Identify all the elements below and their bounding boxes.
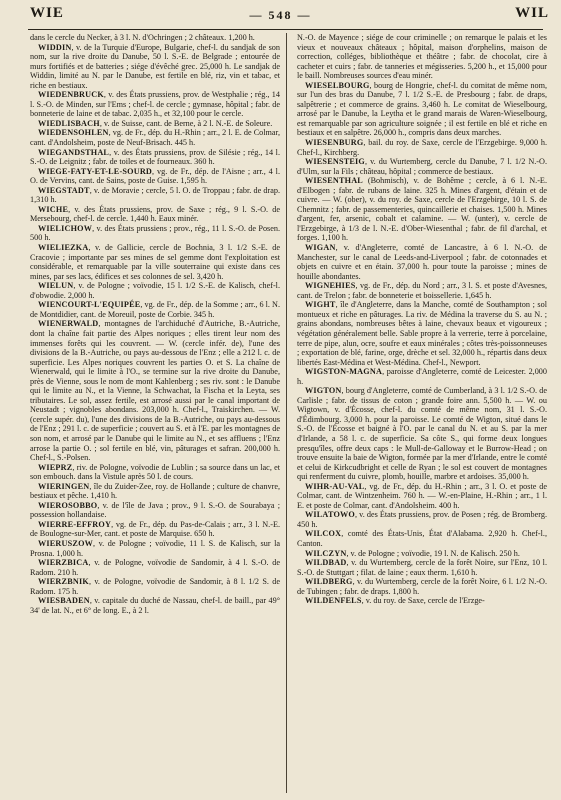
dictionary-entry — [297, 33, 547, 81]
entry-headword: WIEDENSOHLEN — [38, 128, 109, 138]
dictionary-entry — [297, 176, 547, 243]
entry-headword: WIEDENBRUCK — [38, 90, 104, 100]
entry-text: , v. des États prussiens, prov. de Westphalie ; rég., 14 l. S.-O. de Minden, sur l'Ems ; chef-l. de cercle ; gymnase, hôpital ; fabr. de bonneterie de laine et de tabac. 2,035 h., et 32,100 pour le cercle. — [30, 90, 280, 119]
entry-headword: WIELIEZKA — [38, 243, 89, 253]
dictionary-entry — [30, 224, 280, 243]
entry-text: , v. du Wurtemberg, cercle du Danube, 7 l. 1/2 N.-O. d'Ulm, sur la Fils ; château, hôpital ; commerce de bestiaux. — [297, 157, 547, 176]
entry-headword: WIGTON — [305, 386, 342, 396]
entry-headword: WILDENFELS — [305, 596, 362, 606]
entry-headword: WIHR-AU-VAL — [305, 481, 365, 491]
entry-headword: WIESENTHAL — [305, 176, 363, 186]
entry-headword: WILATOWO — [305, 510, 355, 520]
entry-text: , bourg d'Angleterre, comté de Cumberland, à 3 l. 1/2 S.-O. de Carlisle ; fabr. de tissus de coton ; grande foire ann. 5,500 h. — W. ou Wigtown, v. d'Écosse, chef-l. du comté de même nom, 31 l. S.-O. d'Édimbourg. 3,000 h. pour la paroisse. Le comté de Wigton, situé dans le S.-O. de l'Écosse et baigné à l'O. par le canal du N. et au S. par la mer d'Irlande, a 58 l. c. de superficie. Sa côte S., qui forme deux longues presqu'îles, offre deux caps : le Mull-de-Galloway et le Burrow-Head ; on trouve ensuite la baie de Wigton, formée par la mer d'Irlande, entre le comté et celui de Kirkcudbright et celle de Ryan ; le sol est couvert de montagnes qui renferment du cuivre, plomb, houille, marbre et ardoises. 35,000 h. — [297, 386, 547, 482]
dictionary-entry — [30, 167, 280, 186]
entry-text: , paroisse d'Angleterre, comté de Leicester. 2,000 h. — [297, 367, 547, 386]
dictionary-entry — [297, 386, 547, 481]
dictionary-entry — [297, 157, 547, 176]
entry-headword: WIESENBURG — [305, 138, 364, 148]
entry-text: , île d'Angleterre, dans la Manche, comté de Southampton ; sol montueux et riche en pâturages. La riv. de Médina la traverse du S. au N. ; grains abondans, nombreuses bêtes à laine, chevaux beaux et vigoureux ; végétation généralement belle. Sable propre à la verrerie, terre à porcelaine, terre de pipe, alun, ocre, soufre et eaux minérales ; côtes très-poissonneuses ; exportation de blé, farine, orge, drèche et sel. 32,000 h., répartis dans deux libertés East-Médina et West-Médina. Chef-l., Newport. — [297, 300, 547, 367]
entry-headword: WIESELBOURG — [305, 80, 370, 90]
entry-text: , v. du Wurtemberg, cercle de la forêt Noire, 6 l. 1/2 N.-O. de Tubingen ; fabr. de draps. 1,800 h. — [297, 577, 547, 596]
dictionary-entry — [30, 119, 280, 129]
entry-headword: WIEDLISBACH — [38, 118, 100, 128]
entry-text: , vg. de Fr., dép. du H.-Rhin ; arr., 3 l. O. et poste de Colmar, cant. de Wintzenheim. 760 h. — W.-en-Plaine, H.-Rhin ; arr., 1 l. E. et poste de Colmar, cant. d'Andolsheim. 400 h. — [297, 481, 547, 510]
entry-text: dans le cercle du Necker, à 3 l. N. d'Ochringen ; 2 châteaux. 1,200 h. — [30, 33, 255, 42]
entry-text: , v. des États prussiens ; prov., rég., 11 l. S.-O. de Posen. 500 h. — [30, 223, 280, 243]
entry-headword: WIEGANDSTHAL — [38, 147, 110, 157]
entry-headword: WIENERWALD — [38, 319, 99, 329]
dictionary-entry — [30, 463, 280, 482]
entry-headword: WIERZBICA — [38, 558, 89, 568]
dictionary-entry — [30, 281, 280, 300]
entry-text: , v. du Wurtemberg, cercle de la forêt Noire, sur l'Enz, 10 l. S.-O. de Stuttgart ; filat. de laine ; eaux therm. 1,610 h. — [297, 558, 547, 577]
entry-text: , v. de Moravie ; cercle, 5 l. O. de Troppau ; fabr. de drap. 1,310 h. — [30, 185, 280, 205]
entry-headword: WIERUSZOW — [38, 538, 94, 548]
entry-headword: WIGSTON-MAGNA — [305, 367, 383, 377]
left-column — [30, 33, 280, 793]
dictionary-entry — [30, 520, 280, 539]
dictionary-entry — [30, 596, 280, 615]
entry-text: , vg. de Fr., dép. du H.-Rhin ; arr., 2 l. E. de Colmar, cant. d'Andolsheim, poste de Neuf-Brisach. 445 h. — [30, 128, 280, 148]
entry-text: , v. de Pologne ; voïvodie, 11 l. S. de Kalisch, sur la Prosna. 1,000 h. — [30, 538, 280, 558]
entry-text: , v. des États prussiens, prov. de Saxe ; rég., 9 l. S.-O. de Mersebourg, chef-l. de cercle. 1,440 h. Eaux minér. — [30, 204, 280, 224]
entry-text: , vg. de Fr., dép. du Nord ; arr., 3 l. S. et poste d'Avesnes, cant. de Trelon ; fabr. de bonneterie et boissellerie. 1,645 h. — [297, 281, 547, 300]
entry-headword: WIEGE-FATY-ET-LE-SOURD — [38, 166, 153, 176]
entry-headword: WICHE — [38, 204, 69, 214]
entry-headword: WIGAN — [305, 243, 336, 253]
dictionary-entry — [30, 148, 280, 167]
header-left-guide-word: WIE — [30, 5, 64, 21]
entry-headword: WIGHT — [305, 300, 336, 310]
entry-text: , v. de Pologne ; voïvodie, 19 l. N. de Kalisch. 250 h. — [346, 548, 520, 558]
entry-headword: WIGNEHIES — [305, 281, 356, 291]
entry-headword: WIERZBNIK — [38, 577, 89, 587]
dictionary-entry — [30, 319, 280, 462]
entry-headword: WIELICHOW — [38, 223, 93, 233]
entry-text: , v. du roy. de Saxe, cercle de l'Erzge- — [361, 596, 485, 606]
entry-text: (Bohmisch), v. de Bohême ; cercle, à 6 l. N.-E. d'Elbogen ; fabr. de rubans de laine. 325 h. Mines d'argent, d'étain et de cuivre. — W. (ober), v. du roy. de Saxe, cercle de l'Erzgebirge, 10 l. S. de Chemnitz ; fabr. de passementeries, quincaillerie et chaises. 1,500 h. Mines d'argent, fer, arsenic, cobalt et calamine. — W. (unter), v. cercle de l'Erzgebirge, à 1/3 de l. N.-E. d'Ober-Wiesenthal ; fabr. de fil d'archal, et forges. 1,100 h. — [297, 176, 547, 243]
entry-text: , v. des États prussiens, prov. de Silésie ; rég., 14 l. S.-O. de Leignitz ; fabr. de toiles et de fourneaux. 360 h. — [30, 147, 280, 167]
entry-text: , v. capitale du duché de Nassau, chef-l. de baill., par 49° 34' de lat. N., et 6° de long. E., à 2 l. — [30, 596, 280, 615]
entry-text: , v. de la Turquie d'Europe, Bulgarie, chef-l. du sandjak de son nom, sur la rive droite du Danube, 50 l. S.-E. de Belgrade ; entourée de murs fortifiés et de batteries ; siége d'évêché grec. 25,000 h. Le sandjak de Widdin, limité au N. par le Danube, est fertile en blé, riz, vin et tabac, et riche en bestiaux. — [30, 42, 280, 90]
dictionary-entry — [297, 558, 547, 577]
entry-text: , bourg de Hongrie, chef-l. du comitat de même nom, sur l'un des bras du Danube, 7 l. 1/2 S.-E. de Presbourg ; fabr. de draps, salpêtrerie ; et commerce de grains. 3,460 h. Le comitat de Wieselbourg, arrosé par le Danube, la Leytha et le grand marais de Waren-Wieselbourg, est remarquable par son agriculture soignée ; il est fertile en blé et riche en bestiaux et en salpêtre. 26,000 h., compris dans deux marches. — [297, 80, 547, 138]
dictionary-entry — [297, 243, 547, 281]
entry-headword: WIERRE-EFFROY — [38, 519, 112, 529]
right-column — [297, 33, 547, 793]
entry-text: , riv. de Pologne, voïvodie de Lublin ; sa source dans un lac, et son embouch. dans la Vistule après 50 l. de cours. — [30, 462, 280, 482]
dictionary-entry — [30, 33, 280, 43]
dictionary-entry — [297, 482, 547, 511]
entry-text: , comté des États-Unis, État d'Alabama. 2,920 h. Chef-l., Canton. — [297, 529, 547, 548]
entry-text: , vg. de Fr., dép. de l'Aisne ; arr., 4 l. O. de Vervins, cant. de Sains, poste de Guise. 1,595 h. — [30, 166, 280, 186]
entry-headword: WIESBADEN — [38, 596, 90, 606]
entry-text: , vg. de Fr., dép. de la Somme ; arr., 6 l. N. de Montdidier, cant. de Moreuil, poste de Corbie. 345 h. — [30, 300, 280, 319]
entry-text: , v. de l'île de Java ; prov., 9 l. S.-O. de Sourabaya ; possession hollandaise. — [30, 500, 280, 520]
dictionary-entry — [30, 501, 280, 520]
page-number: — 548 — — [249, 8, 312, 22]
entry-text: , v. de Pologne, voïvodie de Sandomir, à 4 l. S.-O. de Radom. 210 h. — [30, 558, 280, 577]
dictionary-entry — [297, 81, 547, 138]
dictionary-entry — [30, 128, 280, 147]
entry-headword: WIESENSTEIG — [305, 157, 365, 167]
header-right-guide-word: WIL — [515, 5, 549, 21]
dictionary-entry — [297, 281, 547, 300]
dictionary-entry — [297, 367, 547, 386]
entry-text: , vg. de Fr., dép. du Pas-de-Calais ; arr., 3 l. N.-E. de Boulogne-sur-Mer, cant. et poste de Marquise. 650 h. — [30, 519, 280, 539]
dictionary-entry — [297, 577, 547, 596]
entry-text: , v. de Suisse, cant. de Berne, à 2 l. N.-E. de Soleure. — [99, 118, 273, 128]
dictionary-entry — [30, 205, 280, 224]
entry-headword: WIEROSOBBO — [38, 500, 98, 510]
dictionary-entry — [30, 577, 280, 596]
dictionary-entry — [30, 482, 280, 501]
dictionary-entry — [297, 529, 547, 548]
entry-text: , v. de Pologne ; voïvodie, 15 l. 1/2 S.-E. de Kalisch, chef-l. d'obwodie. 2,000 h. — [30, 281, 280, 300]
entry-text: , montagnes de l'archiduché d'Autriche, B.-Autriche, dont la chaîne fait partie des Alpes noriques ; elles tirent leur nom des immenses forêts qui les couvrent. — W. (cercle infér. de), l'une des divisions de la B.-Autriche, ou pays au-dessous de l'Enz ; elle a 212 l. c. de superficie. Les Alpes noriques couvrent les parties O. et S. La chaîne de Wienerwald, qui le limite à l'O., se termine sur la rive droite du Danube, près de Vienne, sous le nom de mont Kahlenberg ; ses riv. sont : le Danube qui le limite au N., et la Vienne, la Schwachat, la Fischa et la Leyta, ses tributaires. Le sol, assez fertile, est arrosé aussi par le canal important de Neustadt ; vignobles abondans. 203,000 h. Chef-l., Traiskirchen. — W. (cercle supér. du), l'une des divisions de la B.-Autriche, ou pays au-dessous de l'Enz ; 291 l. c. de superficie ; couvert au S. et à l'E. par les montagnes de son nom, et arrosé par le Danube qui le limite au N., et ses affluens ; l'Enz arrose la partie O. ; sol fertile en blé, vin, pâturages et safran. 200,000 h. Chef-l., S.-Polsen. — [30, 319, 280, 463]
entry-text: , v. de Pologne, voïvodie de Sandomir, à 8 l. 1/2 S. de Radom. 175 h. — [30, 577, 280, 596]
entry-headword: WIDDIN — [38, 42, 72, 52]
dictionary-entry — [30, 558, 280, 577]
dictionary-entry — [297, 510, 547, 529]
entry-text: , île du Zuider-Zee, roy. de Hollande ; culture de chanvre, bestiaux et pêche. 1,410 h. — [30, 481, 280, 501]
dictionary-entry — [297, 300, 547, 367]
entry-text: N.-O. de Mayence ; siége de cour criminelle ; on remarque le palais et les vieux et nouveaux châteaux ; hôpital, maison d'orphelins, maison de correction, colléges, bibliothèque et théâtre ; fabr. de chocolat, cire à cacheter et cuirs ; fabr. de tanneries et mégisseries. 5,200 h., et 15,000 pour le baill. Nombreuses sources d'eau minér. — [297, 33, 547, 81]
dictionary-entry — [30, 539, 280, 558]
entry-headword: WIEGSTADT — [38, 185, 90, 195]
header-rule — [28, 29, 543, 30]
entry-headword: WIEPRZ — [38, 462, 73, 472]
entry-headword: WILDBAD — [305, 558, 347, 568]
dictionary-entry — [297, 138, 547, 157]
entry-text: , v. des États prussiens, prov. de Posen ; rég. de Bromberg. 450 h. — [297, 510, 547, 529]
entry-headword: WILCOX — [305, 529, 342, 539]
entry-text: , v. de Gallicie, cercle de Bochnia, 3 l. 1/2 S.-E. de Cracovie ; importante par ses mines de sel gemme dont l'exploitation est considérable, et remarquable par la ville souterraine qui existe dans ces mines, par ses lacs, édifices et ses colonnes de sel. 3,420 h. — [30, 243, 280, 281]
entry-headword: WIENCOURT-L'EQUIPÉE — [38, 300, 141, 310]
entry-headword: WILCZYN — [305, 548, 347, 558]
entry-headword: WILDBERG — [305, 577, 353, 587]
dictionary-entry — [30, 300, 280, 319]
entry-text: , v. d'Angleterre, comté de Lancastre, à 6 l. N.-O. de Manchester, sur le canal de Leeds-and-Liverpool ; fabr. de cotonnades et objets en cuivre et en étain. 37,000 h. pour toute la paroisse ; mines de houille abondantes. — [297, 243, 547, 281]
dictionary-entry — [297, 596, 547, 606]
column-divider — [286, 33, 287, 793]
dictionary-entry — [30, 243, 280, 281]
entry-text: , bail. du roy. de Saxe, cercle de l'Erzgebirge. 9,000 h. Chef-l., Kirchberg. — [297, 138, 547, 157]
dictionary-entry — [30, 186, 280, 205]
dictionary-entry — [30, 90, 280, 119]
entry-headword: WIELUN — [38, 281, 74, 291]
dictionary-entry — [297, 549, 547, 559]
entry-headword: WIERINGEN — [38, 481, 90, 491]
page-header — [0, 0, 561, 30]
dictionary-entry — [30, 43, 280, 91]
